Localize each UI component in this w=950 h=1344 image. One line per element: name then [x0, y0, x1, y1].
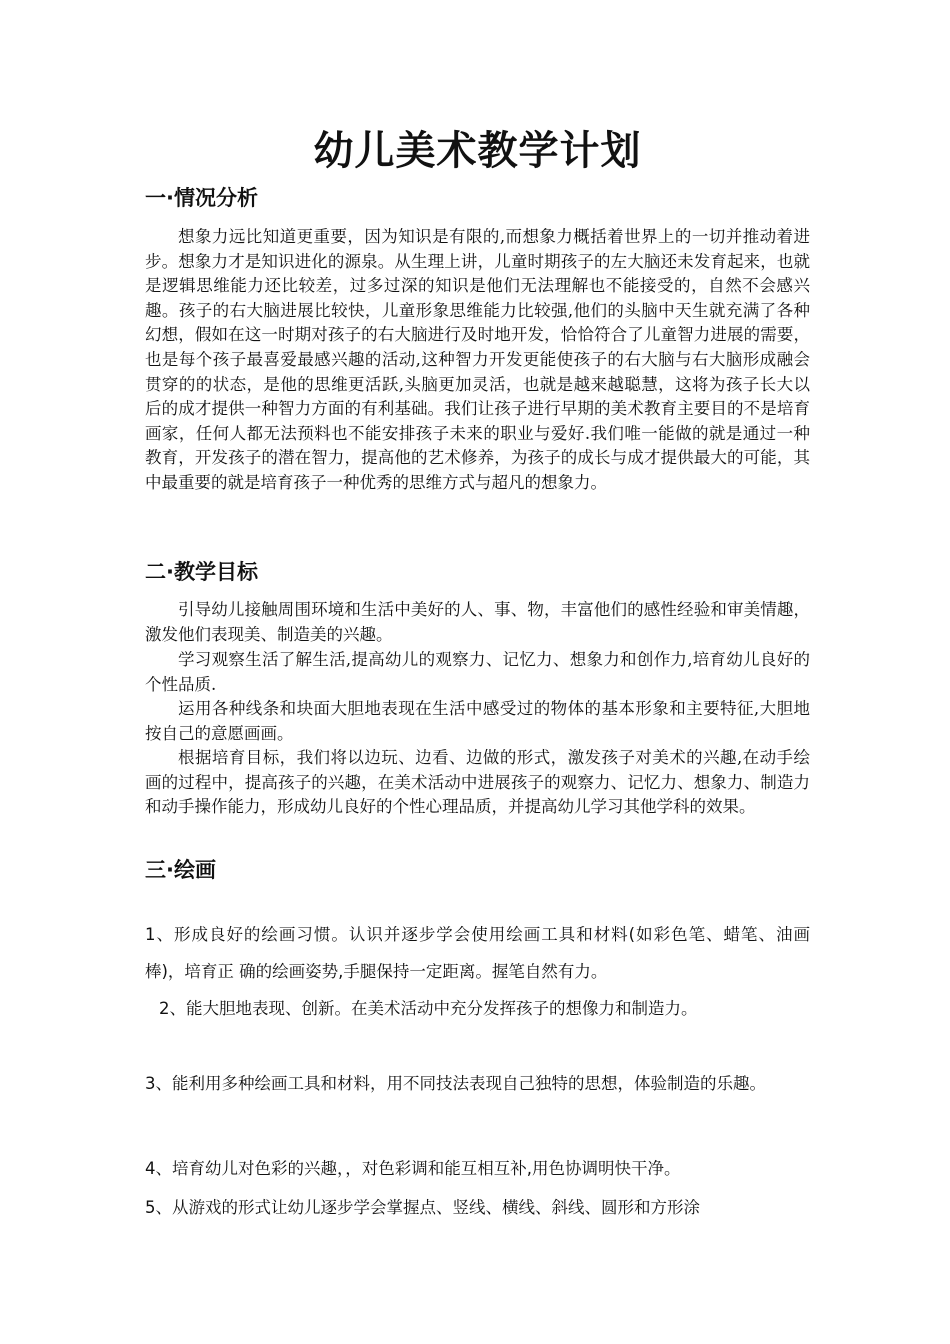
- list-item: 1、形成良好的绘画习惯。认识并逐步学会使用绘画工具和材料(如彩色笔、蜡笔、油画棒)，培育正 确的绘画姿势,手腿保持一定距离。握笔自然有力。: [145, 925, 810, 981]
- list-item: 3、能利用多种绘画工具和材料，用不同技法表现自己独特的思想，体验制造的乐趣。: [145, 1074, 766, 1093]
- section-paragraph: 学习观察生活了解生活,提高幼儿的观察力、记忆力、想象力和创作力,培育幼儿良好的个性品质.: [145, 650, 810, 694]
- section-heading-painting: 三·绘画: [145, 858, 216, 882]
- list-item: 5、从游戏的形式让幼儿逐步学会掌握点、竖线、横线、斜线、圆形和方形涂: [145, 1198, 700, 1217]
- section-heading-teaching-goals: 二·教学目标: [145, 560, 258, 584]
- list-item: 4、培育幼儿对色彩的兴趣，，对色彩调和能互相互补,用色协调明快干净。: [145, 1159, 681, 1178]
- document-title: 幼儿美术教学计划: [313, 128, 642, 174]
- section-paragraph: 引导幼儿接触周围环境和生活中美好的人、事、物，丰富他们的感性经验和审美情趣，激发他们表现美、制造美的兴趣。: [145, 600, 810, 644]
- section-heading-situation-analysis: 一·情况分析: [145, 186, 258, 210]
- section-paragraph: 根据培育目标，我们将以边玩、边看、边做的形式，激发孩子对美术的兴趣,在动手绘画的过程中，提高孩子的兴趣，在美术活动中进展孩子的观察力、记忆力、想象力、制造力和动手操作能力，形成幼儿良好的个性心理品质，并提高幼儿学习其他学科的效果。: [145, 748, 810, 817]
- list-item: 2、能大胆地表现、创新。在美术活动中充分发挥孩子的想像力和制造力。: [159, 999, 698, 1018]
- section-paragraph: 想象力远比知道更重要，因为知识是有限的,而想象力概括着世界上的一切并推动着进步。想象力才是知识进化的源泉。从生理上讲，儿童时期孩子的左大脑还未发育起来，也就是逻辑思维能力还比较差，过多过深的知识是他们无法理解也不能接受的，自然不会感兴趣。孩子的右大脑进展比较快，儿童形象思维能力比较强,他们的头脑中天生就充满了各种幻想，假如在这一时期对孩子的右大脑进行及时地开发，恰恰符合了儿童智力进展的需要，也是每个孩子最喜爱最感兴趣的活动,这种智力开发更能使孩子的右大脑与右大脑形成融会贯穿的的状态，是他的思维更活跃,头脑更加灵活，也就是越来越聪慧，这将为孩子长大以后的成才提供一种智力方面的有利基础。我们让孩子进行早期的美术教育主要目的不是培育画家，任何人都无法预料也不能安排孩子未来的职业与爱好.我们唯一能做的就是通过一种教育，开发孩子的潜在智力，提高他的艺术修养，为孩子的成长与成才提供最大的可能，其中最重要的就是培育孩子一种优秀的思维方式与超凡的想象力。: [145, 227, 810, 492]
- section-paragraph: 运用各种线条和块面大胆地表现在生活中感受过的物体的基本形象和主要特征,大胆地按自己的意愿画画。: [145, 699, 810, 743]
